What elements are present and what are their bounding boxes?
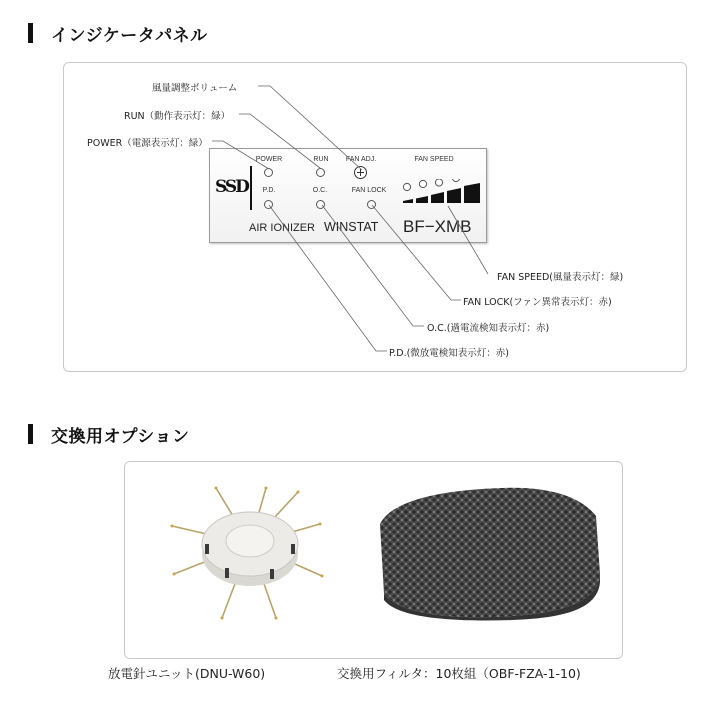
oc-label: O.C. (312, 187, 328, 194)
winstat-label: WINSTAT (324, 220, 379, 234)
fan-speed-bar-4 (447, 188, 461, 203)
logo-divider (250, 166, 252, 210)
run-label: RUN (313, 156, 329, 163)
fan-speed-led-2 (419, 180, 426, 187)
fan-speed-bar-5 (464, 183, 480, 203)
fan-speed-led-1 (403, 183, 410, 190)
fan-speed-bar-2 (416, 196, 428, 203)
indicator-panel-title: インジケータパネル (51, 25, 208, 46)
model-label: BF−XMB (403, 217, 472, 236)
callout-run: RUN（動作表示灯：緑） (124, 111, 231, 122)
fan-speed-led-4 (452, 179, 459, 182)
callout-fan-speed: FAN SPEED(風量表示灯：緑) (497, 272, 624, 283)
pd-label: P.D. (262, 187, 276, 194)
fan-lock-label: FAN LOCK (351, 187, 387, 194)
heading-bar (28, 424, 33, 444)
air-ionizer-label: AIR IONIZER (249, 222, 316, 234)
pd-led (264, 200, 273, 209)
indicator-panel-heading (28, 22, 208, 44)
heading-bar (28, 23, 33, 43)
fan-speed-bar-3 (431, 192, 444, 203)
needle-unit-caption: 放電針ユニット(DNU-W60) (108, 666, 266, 681)
fan-speed-label: FAN SPEED (414, 156, 454, 163)
oc-led (316, 200, 325, 209)
callout-fan-volume: 風量調整ボリューム (152, 83, 238, 94)
callout-oc: O.C.(過電流検知表示灯：赤) (427, 323, 550, 334)
filter-caption: 交換用フィルタ：10枚組（OBF-FZA-1-10) (337, 666, 581, 681)
callout-fan-lock: FAN LOCK(ファン異常表示灯：赤) (463, 297, 612, 308)
needle-unit-icon (170, 484, 330, 624)
fan-adj-label: FAN ADJ. (345, 156, 377, 163)
options-heading (28, 423, 189, 445)
options-title: 交換用オプション (51, 426, 190, 447)
run-led (316, 168, 325, 177)
device-front-panel (209, 148, 487, 243)
fan-speed-indicator (400, 179, 482, 205)
ssd-logo: SSD (215, 177, 248, 197)
filter-foam-icon (372, 486, 602, 621)
fan-speed-bar-1 (403, 199, 413, 203)
fan-adjust-knob[interactable] (354, 166, 367, 179)
callout-pd: P.D.(微放電検知表示灯：赤) (389, 348, 510, 359)
fan-speed-led-3 (435, 179, 442, 186)
callout-power: POWER（電源表示灯：緑） (87, 138, 208, 149)
fan-lock-led (367, 200, 376, 209)
power-led (264, 168, 273, 177)
power-label: POWER (255, 156, 283, 163)
